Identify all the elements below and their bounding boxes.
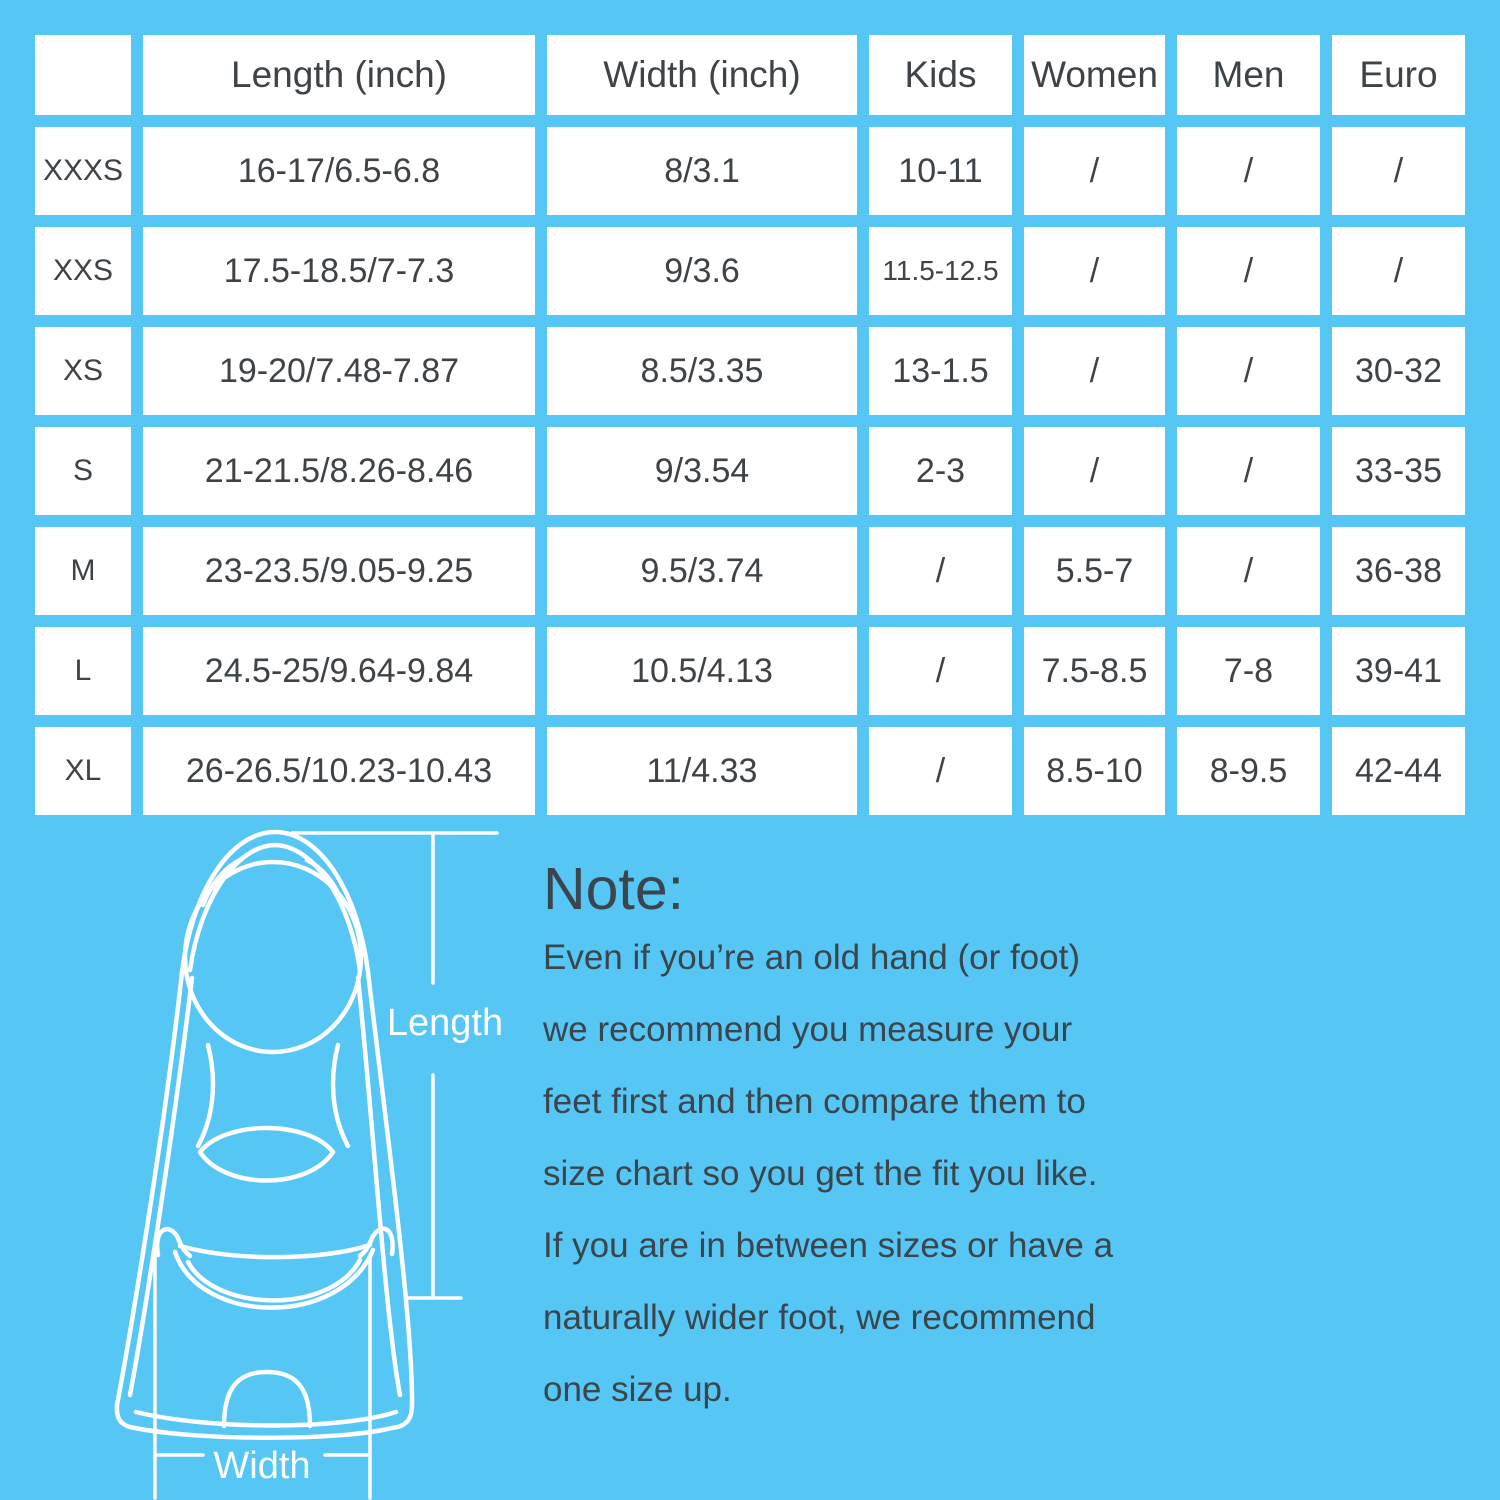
row-size-label: S (35, 427, 131, 515)
table-cell: / (1177, 227, 1320, 315)
column-header: Euro (1332, 35, 1465, 115)
table-cell: / (869, 527, 1012, 615)
table-cell: 7-8 (1177, 627, 1320, 715)
row-size-label: XXS (35, 227, 131, 315)
table-cell: 42-44 (1332, 727, 1465, 815)
table-cell: / (1177, 327, 1320, 415)
table-cell: 16-17/6.5-6.8 (143, 127, 535, 215)
note-body (543, 922, 1193, 1426)
column-header: Kids (869, 35, 1012, 115)
table-cell: 9.5/3.74 (547, 527, 857, 615)
table-cell: / (1024, 127, 1165, 215)
table-cell: 13-1.5 (869, 327, 1012, 415)
column-header: Length (inch) (143, 35, 535, 115)
table-cell: 36-38 (1332, 527, 1465, 615)
row-size-label: L (35, 627, 131, 715)
note-line: If you are in between sizes or have a (543, 1226, 1114, 1265)
table-cell: 2-3 (869, 427, 1012, 515)
row-size-label: XL (35, 727, 131, 815)
pocket-curve-left-icon (198, 1045, 213, 1146)
length-dimension-label: Length (386, 1002, 504, 1045)
pocket-curve-right-icon (333, 1045, 348, 1146)
size-table (35, 35, 1465, 815)
table-cell: 23-23.5/9.05-9.25 (143, 527, 535, 615)
note-line: feet first and then compare them to (543, 1082, 1086, 1121)
note-heading: Note: (543, 856, 685, 922)
table-cell: 24.5-25/9.64-9.84 (143, 627, 535, 715)
arch-lens-icon (200, 1128, 333, 1181)
column-header: Width (inch) (547, 35, 857, 115)
table-cell: / (1177, 527, 1320, 615)
sole-line-icon (136, 1412, 396, 1426)
table-cell: / (1332, 227, 1465, 315)
table-cell: 11.5-12.5 (869, 227, 1012, 315)
note-line: size chart so you get the fit you like. (543, 1154, 1098, 1193)
fin-left-rail-icon (130, 978, 192, 1395)
width-dimension-label: Width (213, 1445, 311, 1488)
table-cell: 9/3.54 (547, 427, 857, 515)
table-cell: / (1024, 227, 1165, 315)
table-cell: 8/3.1 (547, 127, 857, 215)
column-header: Women (1024, 35, 1165, 115)
table-cell: 8.5-10 (1024, 727, 1165, 815)
table-cell: 10.5/4.13 (547, 627, 857, 715)
rim-line-icon (180, 1245, 370, 1257)
table-cell: 11/4.33 (547, 727, 857, 815)
table-cell: 8-9.5 (1177, 727, 1320, 815)
table-cell: 5.5-7 (1024, 527, 1165, 615)
row-size-label: M (35, 527, 131, 615)
table-cell: / (869, 627, 1012, 715)
table-cell: 26-26.5/10.23-10.43 (143, 727, 535, 815)
column-header: Men (1177, 35, 1320, 115)
table-cell: 8.5/3.35 (547, 327, 857, 415)
rim-right-bump-icon (360, 1229, 393, 1256)
table-cell: 7.5-8.5 (1024, 627, 1165, 715)
row-size-label: XS (35, 327, 131, 415)
table-cell: 39-41 (1332, 627, 1465, 715)
note-line: we recommend you measure your (543, 1010, 1073, 1049)
fin-outline-icon (117, 832, 412, 1438)
note-line: one size up. (543, 1370, 732, 1409)
table-cell: 9/3.6 (547, 227, 857, 315)
table-cell: 21-21.5/8.26-8.46 (143, 427, 535, 515)
note-line: naturally wider foot, we recommend (543, 1298, 1096, 1337)
note-line: Even if you’re an old hand (or foot) (543, 938, 1080, 977)
table-cell: 30-32 (1332, 327, 1465, 415)
corner-cell (35, 35, 131, 115)
table-cell: / (1177, 127, 1320, 215)
heel-arch-icon (224, 1372, 310, 1426)
table-cell: / (1024, 427, 1165, 515)
table-cell: 19-20/7.48-7.87 (143, 327, 535, 415)
table-cell: 33-35 (1332, 427, 1465, 515)
table-cell: / (1177, 427, 1320, 515)
length-dimension-line (292, 833, 497, 1298)
fin-diagram-icon (40, 820, 510, 1500)
table-cell: / (1024, 327, 1165, 415)
table-cell: 10-11 (869, 127, 1012, 215)
note-section (543, 856, 1193, 1426)
row-size-label: XXXS (35, 127, 131, 215)
table-cell: 17.5-18.5/7-7.3 (143, 227, 535, 315)
table-cell: / (869, 727, 1012, 815)
table-cell: / (1332, 127, 1465, 215)
